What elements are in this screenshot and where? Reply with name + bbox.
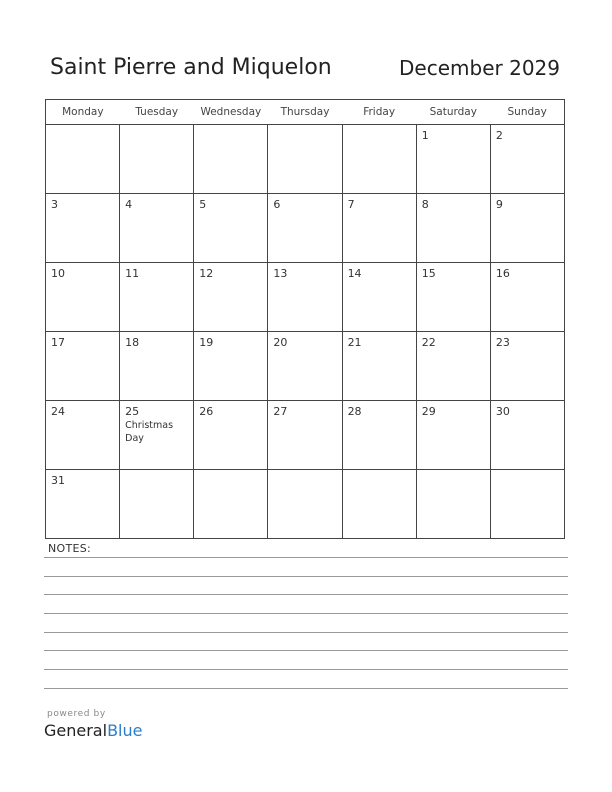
notes-line: [44, 669, 568, 670]
calendar-day-cell: [46, 332, 120, 401]
day-number: 16: [495, 267, 510, 280]
notes-line: [44, 594, 568, 595]
brand-general: General: [44, 721, 108, 740]
notes-line: [44, 613, 568, 614]
calendar-day-cell: [490, 263, 564, 332]
day-number: 4: [125, 198, 133, 211]
calendar-day-cell: [416, 332, 490, 401]
calendar-day-cell: [416, 125, 490, 194]
day-number: 7: [347, 198, 355, 211]
day-number: 5: [199, 198, 207, 211]
holiday-label: Christmas Day: [125, 420, 174, 444]
calendar-day-cell: [342, 470, 416, 539]
calendar-day-cell: [120, 194, 194, 263]
brand-blue: Blue: [107, 721, 143, 740]
weekday-header: Friday: [342, 100, 416, 125]
day-number: 25: [125, 405, 140, 418]
day-number: 19: [199, 336, 214, 349]
calendar-grid: [45, 99, 565, 539]
calendar-day-cell: [268, 263, 342, 332]
calendar-week-row: [46, 401, 565, 470]
calendar-day-cell: [268, 194, 342, 263]
day-number: 1: [421, 129, 429, 142]
weekday-header: Tuesday: [120, 100, 194, 125]
calendar-day-cell: [46, 401, 120, 470]
day-number: 2: [495, 129, 503, 142]
page-title: Saint Pierre and Miquelon: [50, 55, 332, 80]
calendar-day-cell: [194, 332, 268, 401]
calendar-week-row: [46, 263, 565, 332]
calendar-week-row: [46, 470, 565, 539]
weekday-header: Wednesday: [194, 100, 268, 125]
day-number: 28: [347, 405, 362, 418]
day-number: 20: [273, 336, 288, 349]
day-number: 26: [199, 405, 214, 418]
calendar-day-cell: [268, 332, 342, 401]
brand-logo: [44, 721, 142, 740]
weekday-header: Saturday: [416, 100, 490, 125]
calendar-week-row: [46, 332, 565, 401]
calendar-day-cell: [490, 332, 564, 401]
weekday-header: Sunday: [490, 100, 564, 125]
day-number: 14: [347, 267, 362, 280]
calendar-day-cell: [194, 194, 268, 263]
day-number: 6: [273, 198, 281, 211]
calendar-day-cell: [46, 125, 120, 194]
calendar-day-cell: [120, 125, 194, 194]
day-number: 10: [51, 267, 65, 280]
day-number: 18: [125, 336, 140, 349]
month-year-label: December 2029: [399, 56, 560, 80]
day-number: 3: [51, 198, 58, 211]
calendar-day-cell: [120, 401, 194, 470]
day-number: 31: [51, 474, 65, 487]
calendar-day-cell: [342, 125, 416, 194]
day-number: 13: [273, 267, 288, 280]
day-number: 15: [421, 267, 436, 280]
calendar-day-cell: [342, 194, 416, 263]
calendar-day-cell: [416, 470, 490, 539]
calendar-day-cell: [490, 401, 564, 470]
calendar-day-cell: [416, 401, 490, 470]
calendar-day-cell: [194, 401, 268, 470]
day-number: 23: [495, 336, 510, 349]
calendar-day-cell: [194, 263, 268, 332]
notes-line: [44, 576, 568, 577]
calendar-day-cell: [490, 470, 564, 539]
calendar-day-cell: [194, 125, 268, 194]
weekday-header: Monday: [46, 100, 120, 125]
notes-line: [44, 688, 568, 689]
calendar-day-cell: [490, 194, 564, 263]
powered-by-label: powered by: [47, 709, 106, 719]
weekday-header: Thursday: [268, 100, 342, 125]
calendar-day-cell: [268, 401, 342, 470]
calendar-day-cell: [46, 263, 120, 332]
calendar-day-cell: [342, 401, 416, 470]
day-number: 21: [347, 336, 362, 349]
weekday-header-row: [46, 100, 565, 125]
notes-line: [44, 650, 568, 651]
calendar-day-cell: [120, 263, 194, 332]
day-number: 27: [273, 405, 288, 418]
calendar-day-cell: [416, 194, 490, 263]
day-number: 22: [421, 336, 436, 349]
calendar-day-cell: [268, 470, 342, 539]
calendar-day-cell: [46, 194, 120, 263]
calendar-day-cell: [194, 470, 268, 539]
calendar-day-cell: [490, 125, 564, 194]
day-number: 9: [495, 198, 503, 211]
calendar-day-cell: [120, 470, 194, 539]
calendar-day-cell: [416, 263, 490, 332]
calendar-day-cell: [120, 332, 194, 401]
calendar-week-row: [46, 194, 565, 263]
calendar-day-cell: [268, 125, 342, 194]
calendar-day-cell: [46, 470, 120, 539]
day-number: 29: [421, 405, 436, 418]
day-number: 8: [421, 198, 429, 211]
calendar-day-cell: [342, 263, 416, 332]
day-number: 11: [125, 267, 140, 280]
day-number: 17: [51, 336, 65, 349]
day-number: 12: [199, 267, 214, 280]
day-number: 30: [495, 405, 510, 418]
notes-line: [44, 632, 568, 633]
calendar-body: [46, 125, 565, 539]
day-number: 24: [51, 405, 65, 418]
calendar-week-row: [46, 125, 565, 194]
calendar-day-cell: [342, 332, 416, 401]
notes-line: [44, 557, 568, 558]
notes-label: NOTES:: [48, 542, 92, 555]
